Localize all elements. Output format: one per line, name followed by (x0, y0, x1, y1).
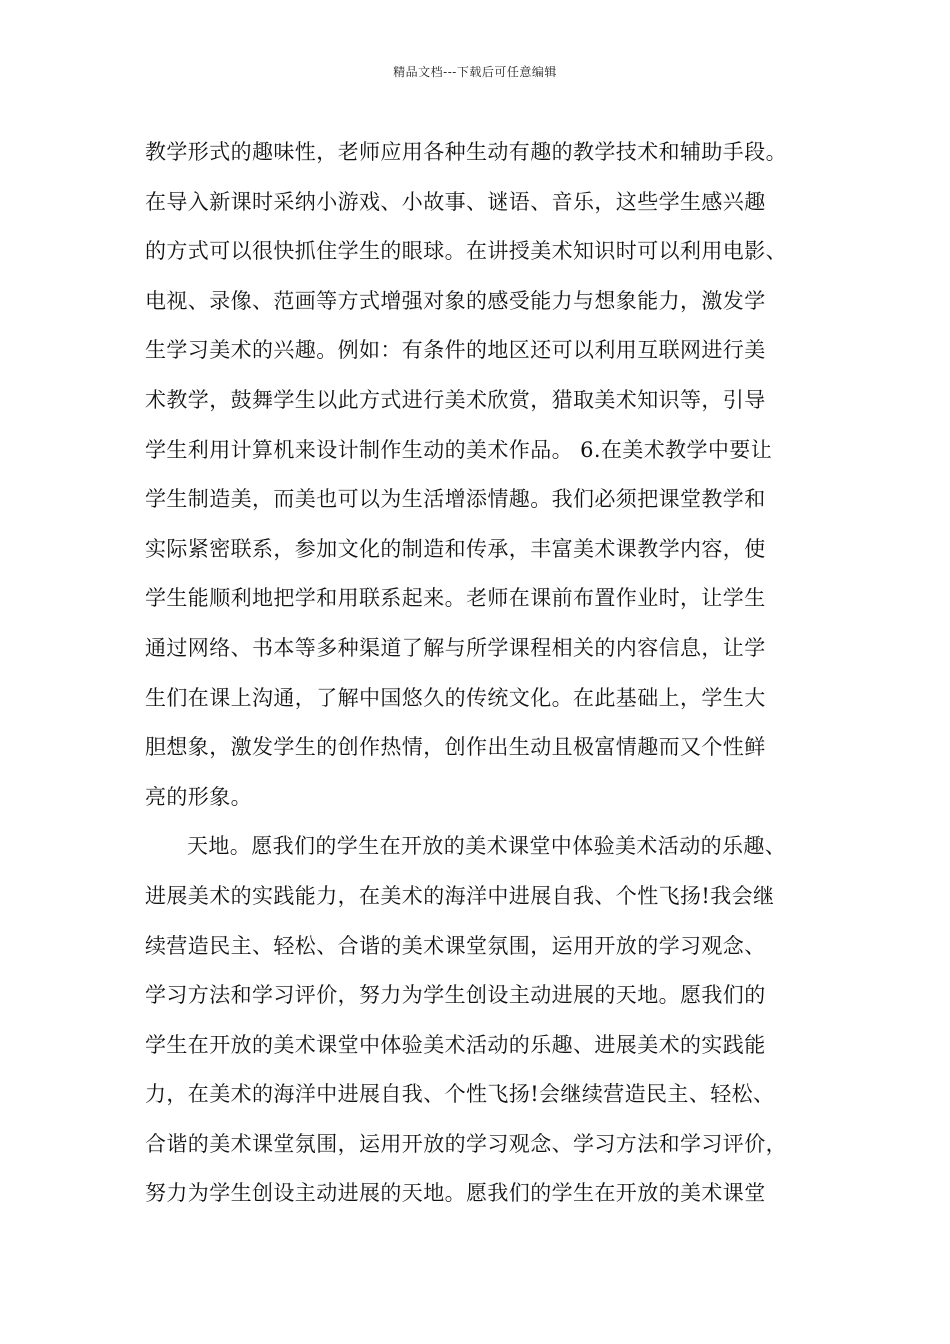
text-line: 努力为学生创设主动进展的天地。愿我们的学生在开放的美术课堂 (145, 1181, 766, 1206)
text-line: 学生在开放的美术课堂中体验美术活动的乐趣、进展美术的实践能 (145, 1032, 766, 1057)
text-line: 力，在美术的海洋中进展自我、个性飞扬!会继续营造民主、轻松、 (145, 1082, 775, 1107)
text-line: 电视、录像、范画等方式增强对象的感受能力与想象能力，激发学 (145, 288, 766, 313)
text-line: 合谐的美术课堂氛围，运用开放的学习观念、学习方法和学习评价， (145, 1131, 787, 1156)
text-line: 学生制造美，而美也可以为生活增添情趣。我们必须把课堂教学和 (145, 487, 766, 512)
page-header: 精品文档---下载后可任意编辑 (393, 65, 557, 79)
text-line: 进展美术的实践能力，在美术的海洋中进展自我、个性飞扬!我会继 (145, 883, 775, 908)
text-line: 教学形式的趣味性，老师应用各种生动有趣的教学技术和辅助手段。 (145, 140, 787, 164)
text-line: 生学习美术的兴趣。例如：有条件的地区还可以利用互联网进行美 (145, 338, 766, 363)
text-line: 亮的形象。 (145, 784, 252, 809)
text-line: 通过网络、书本等多种渠道了解与所学课程相关的内容信息，让学 (145, 635, 766, 660)
paragraph-2 (145, 822, 825, 1219)
paragraph-1 (145, 128, 825, 822)
text-line: 的方式可以很快抓住学生的眼球。在讲授美术知识时可以利用电影、 (145, 239, 787, 264)
text-line: 学生能顺利地把学和用联系起来。老师在课前布置作业时，让学生 (145, 586, 766, 611)
text-line: 生们在课上沟通，了解中国悠久的传统文化。在此基础上，学生大 (145, 685, 766, 710)
document-body (145, 128, 825, 1219)
text-line: 续营造民主、轻松、合谐的美术课堂氛围，运用开放的学习观念、 (145, 933, 766, 958)
text-line: 胆想象，激发学生的创作热情，创作出生动且极富情趣而又个性鲜 (145, 735, 766, 760)
text-line: 术教学，鼓舞学生以此方式进行美术欣赏，猎取美术知识等，引导 (145, 387, 766, 412)
text-line: 学生利用计算机来设计制作生动的美术作品。 6.在美术教学中要让 (145, 437, 773, 462)
text-line: 天地。愿我们的学生在开放的美术课堂中体验美术活动的乐趣、 (187, 834, 787, 859)
text-line: 学习方法和学习评价，努力为学生创设主动进展的天地。愿我们的 (145, 983, 766, 1008)
text-line: 实际紧密联系，参加文化的制造和传承，丰富美术课教学内容，使 (145, 536, 766, 561)
text-line: 在导入新课时采纳小游戏、小故事、谜语、音乐，这些学生感兴趣 (145, 189, 766, 214)
